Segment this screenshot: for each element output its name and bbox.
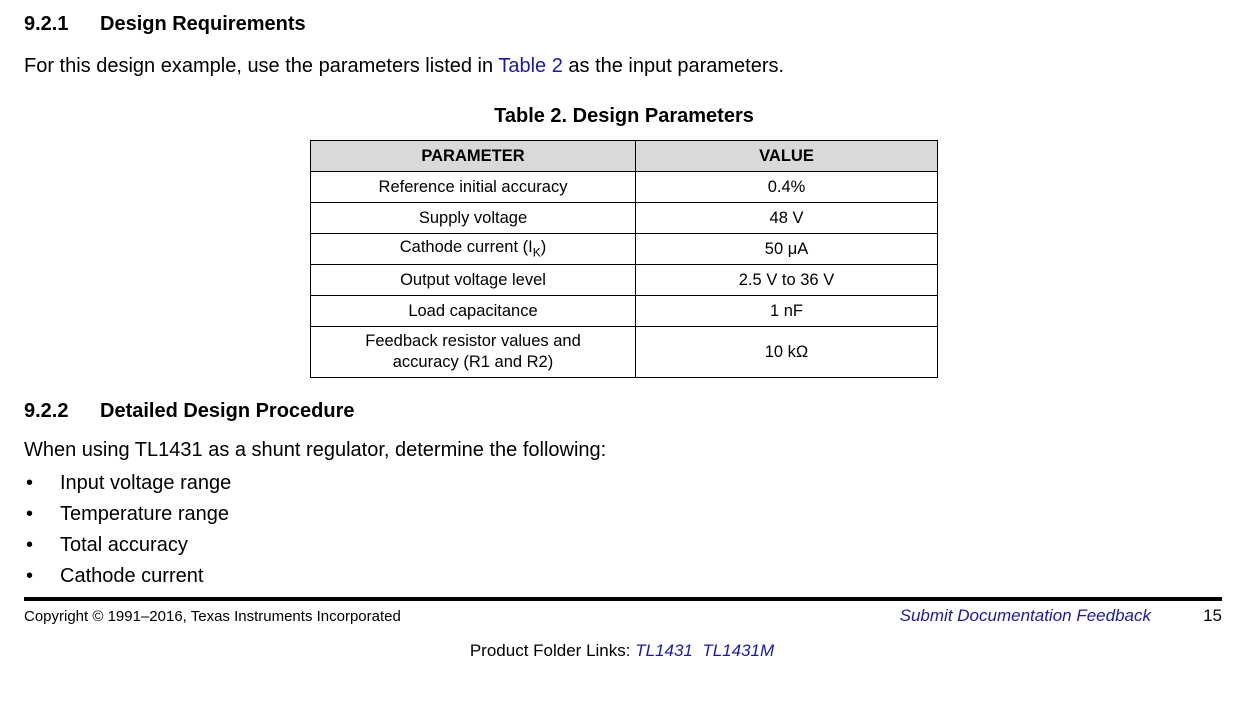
tl1431m-link[interactable]: TL1431M [702,641,775,660]
table-2-link[interactable]: Table 2 [498,55,563,77]
table-row [311,265,938,296]
section-heading-detailed-design [24,400,355,423]
list-item [24,530,231,561]
table-row [311,327,938,378]
copyright-text: Copyright © 1991–2016, Texas Instruments Incorporated [24,608,401,625]
section-number: 9.2.2 [24,400,69,422]
table-row [311,203,938,234]
table-row [311,234,938,265]
table-row [311,296,938,327]
bullet-list [24,468,231,592]
value-cell: 50 μA [636,234,938,265]
value-cell: 10 kΩ [636,327,938,378]
parameter-cell: Reference initial accuracy [311,172,636,203]
parameter-cell [311,327,636,378]
value-cell: 2.5 V to 36 V [636,265,938,296]
parameter-cell: Supply voltage [311,203,636,234]
bullet-icon: • [26,503,34,525]
value-cell: 1 nF [636,296,938,327]
intro-text-end: as the input parameters. [562,55,785,77]
table-header-row [311,141,938,172]
detailed-design-paragraph: When using TL1431 as a shunt regulator, determine the following: [24,439,607,461]
parameter-line-2: accuracy (R1 and R2) [392,353,554,371]
product-folder-links [0,641,1244,661]
design-parameters-table [310,140,938,378]
submit-feedback-link[interactable]: Submit Documentation Feedback [899,606,1151,625]
list-item-text: Temperature range [60,503,229,525]
header-parameter: PARAMETER [311,141,636,172]
list-item [24,468,231,499]
parameter-line-1: Feedback resistor values and [365,332,581,350]
section-number: 9.2.1 [24,13,69,35]
list-item [24,499,231,530]
footer-divider [24,597,1222,601]
list-item-text: Input voltage range [60,472,232,494]
list-item [24,561,231,592]
bullet-icon: • [26,472,34,494]
value-cell: 0.4% [636,172,938,203]
value-cell: 48 V [636,203,938,234]
parameter-text-end: ) [540,238,547,257]
parameter-cell: Output voltage level [311,265,636,296]
parameter-text: Cathode current (I [399,238,533,257]
table-row [311,172,938,203]
section-heading-design-requirements [24,13,306,36]
parameter-cell: Load capacitance [311,296,636,327]
subscript: K [532,245,541,260]
header-value: VALUE [636,141,938,172]
bullet-icon: • [26,565,34,587]
page-number: 15 [1203,606,1222,625]
list-item-text: Total accuracy [60,534,188,556]
folder-label: Product Folder Links: [469,641,636,660]
parameter-cell [311,234,636,265]
section-title: Detailed Design Procedure [100,400,355,422]
bullet-icon: • [26,534,34,556]
section-title: Design Requirements [100,13,306,35]
intro-text: For this design example, use the parameters listed in [24,55,499,77]
list-item-text: Cathode current [60,565,204,587]
table-title: Table 2. Design Parameters [494,105,754,127]
tl1431-link[interactable]: TL1431 [635,641,693,660]
design-requirements-paragraph [24,55,784,78]
